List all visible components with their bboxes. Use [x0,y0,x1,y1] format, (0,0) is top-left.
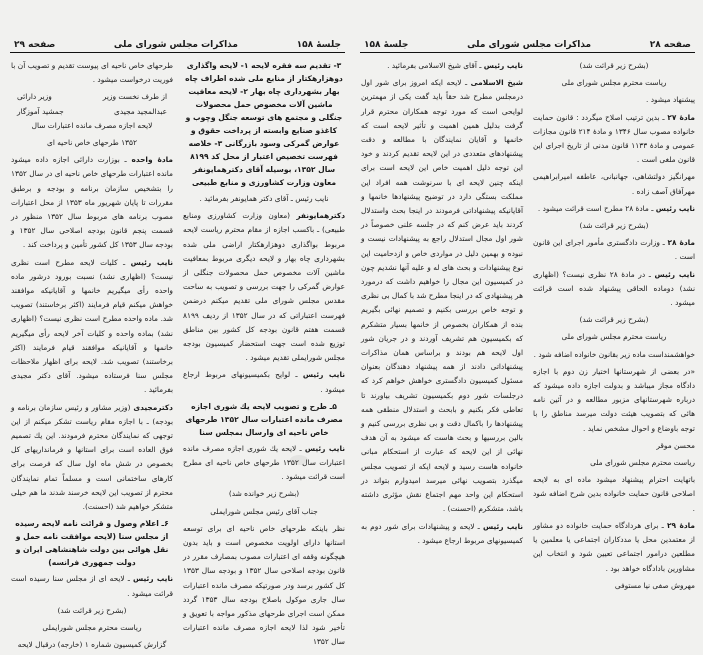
centered-line [533,76,695,90]
paragraph-text: گزارش کمیسیون شماره ۱ (خارجه) درقبال لایحه [17,640,167,650]
column-right [183,59,345,655]
paragraph-text: مهروش صفی نیا مستوفی [614,580,695,590]
paragraph-text: نایب رئیس ـ آقای دکتر همایونفر بفرمائید . [199,194,329,203]
page-28 [360,34,695,594]
speaker-label: نایب رئیس [130,257,173,267]
paragraph-text: ـ لایحه یك شوری اجازه مصرف مانده اعتبارات سال ۱۳۵۲ طرحهای خاص ناحیه ای مطرح است قرائت میشود . [183,443,345,482]
paragraph-text: «در بعضی از شهرستانها اختیار زن دوم با اجازه دادگاه مجاز میباشد و بدولت اجازه داده میشود که درباره شهرستانهای مزبور مطالعه و در آئین نامه هائی که بتصویب هیئت دولت میرسد مناطق را با توجه باوضاع و احوال مشخص نماید . [533,366,695,433]
paragraph-text: ۵ـ طرح و تصویب لایحه یك شوری اجازه مصرف مانده اعتبارات سال ۱۳۵۲ طرحهای خاص ناحیه ای وارسال بمجلس سنا [185,401,343,437]
page-header [360,34,695,53]
journal-title: مذاکرات مجلس شورای ملی [113,40,238,50]
paragraph [183,368,345,396]
paragraph [533,268,695,311]
paragraph-text: (بشرح زیر خوانده شد) [228,489,300,499]
paragraph [533,202,695,216]
speaker-label: دکترهمایونفر [296,211,345,221]
text-columns [360,59,695,596]
speaker-label: دکترمجیدی [133,402,173,412]
centered-line [533,313,695,327]
speaker-label: نایب رئیس [483,61,523,70]
page-header [10,34,345,53]
text-columns [10,59,345,655]
centered-line [11,604,173,618]
paragraph [533,579,695,593]
paragraph [183,522,345,650]
paragraph-text: مهرانگیز دولتشاهی، جهانبانی، عاطفه امیرابراهیمی مهرآفاق آصف زاده . [533,172,695,196]
speaker-label: مادهٔ ۲۷ [667,112,695,122]
section-heading [183,400,345,439]
paragraph-text: پیشنهاد میشود . [646,95,695,105]
paragraph [361,520,523,548]
paragraph-text: (بشرح زیر قرائت شد) [579,315,649,325]
paragraph-text: ـ آقای شیخ الاسلامی بفرمائید . [387,61,482,70]
paragraph [533,170,695,198]
paragraph-text: ـ لایحه ایکه امروز برای شور اول درمجلس مطرح شد حقاً باید گفت یکی از مهمترین لوایحی است که مورد توجه همکاران محترم قرار گرفت بدلیل همین اهمیت و تأثیر لایحه است که خانمها و آقایان نمایندگان با مطالعه و دقت پیشنهادهای متعددی در این لایحه تقدیم کردند و خود این توجه دلیل اهمیت خاص این لایحه است برای اینکه چنین لایحه ای با سرنوشت همه افراد این مملکت بستگی دارد در توضیح پیشنهادها خانمها و آقایانیکه پیشنهاداتی فرمودند در اینجا بحث واستدلال کردند باید عرض کنم که در جلسه علنی خصوصاً در شور اول مجال استدلال راجع به پیشنهادات نیست و نبوده و بهمین دلیل در مواردی خاص و ازدحامیت این نوع پیشنهادات و بحث های له و علیه آنها نشدیم چون در کمیسیون این مجال را خواهیم داشت که درمورد هر پیشنهادی که در اینجا مطرح شد با کمال بی نظری و توجه خاص بررسی بکنیم و تصمیم نهائی بگیریم بنده از همکاران بخصوص از خانمها بسیار متشکرم که بکمیسیون هم تشریف آوردند و در جریان شور اول لایحه هم بودند و براساس همان مذاکرات پیشنهاداتی دادند از همه پیشنهاد دهندگان بعنوان مسئول کمیسیون دادگستری خواهش خواهم کرد که درجلسات شور دوم بکمیسیون تشریف بیاورند تا تعاطی فکر بکنیم و بابحث و استدلال منطقی همه پیشنهادها را باکمال دقت و بی نظری بررسی کنیم و بالین بررسیها و بحث هاست که میشود به آن هدف نهائی از این لایحه که عبارت از استحکام مبانی خانواده هاست رسید و لایحه ایکه از تصویب مجلس میگذرد بتصویب نهائی میرسد امیدوارم بتواند در استحکام این واحد مهم اجتماع نقش مؤثری داشته باشد، متشکرم (احسنت) . [361,78,523,514]
centered-line [533,330,695,344]
paragraph [533,236,695,264]
paragraph-text: ـ وزارت دادگستری مأمور اجرای این قانون است . [533,238,695,262]
paragraph [11,256,173,398]
paragraph [11,59,173,87]
paragraph-text: ـ بوزارت دارائی اجازه داده میشود مانده اعتبارات طرحهای خاص ناحیه ای در سال ۱۳۵۲ را بتشخیص سازمان برنامه و بودجه و برطبق مقررات تا پایان شهریور ماه ۱۳۵۳ از محل اعتبارات مصوب برنامه های مربوط سال ۱۳۵۲ منظور در قسمت پنجم قانون بودجه اصلاحی سال ۱۳۵۲ و بودجه سال ۱۳۵۳ کل کشور تأمین و پرداخت کند . [11,155,174,250]
paragraph-text: ـ کلیات لایحه مطرح است نظری نیست؟ (اظهاری نشد) نسبت بورود درشور ماده واحده رأی میگیریم خانمها و آقایانیکه موافقند خواهش میکنم قیام فرمایند (اکثر برخاستند) تصویب شد. ماده واحده مطرح است نظری نیست؟ (اظهاری نشد) بماده واحده و کلیات آخر لایحه رأی میگیریم خانمها و آقایانیکه موافقند قیام فرمایند (اکثر برخاستند) تصویب شد. لایحه برای اظهار ملاحظات مجلس سنا فرستاده میشود. آقای دکتر مجیدی بفرمائید . [11,257,173,395]
paragraph-text: (وزیر مشاور و رئیس سازمان برنامه و بودجه) ـ با اجازه مقام ریاست تشکر میکنم از این توجهی که نمایندگان محترم فرمودند. این یك تصمیم فوق العاده است برای استانها و فرمانداریهای کل بخصوص در شش ماه اول سال که فرصت برای کارهای ساختمانی است و مسلماً تمام نمایندگان محترم از تصویب این لایحه خرسند شدند ما هم خیلی متشکر خواهیم شد (احسنت). [11,402,173,512]
paragraph-text: نظر باینکه طرحهای خاص ناحیه ای برای توسعه استانها دارای اولویت مخصوص است و باید بدون هیچگونه وقفه ای اعتبارات مصوب بمصارف مقرر در قانون بودجه اصلاحی سال ۱۳۵۲ و بودجه سال ۱۳۵۳ کل کشور برسد ودر صورتیکه مصرف مانده اعتبارات سال جاری موکول باصلاح بودجه سال ۱۳۵۳ گردد ممکن است اجرای طرحهای مذکور مواجه با تعویق و تأخیر شود لذا لایحه اجازه مصرف مانده اعتبارات سال ۱۳۵۲ [183,523,346,647]
paragraph [533,456,695,470]
centered-line [183,192,345,206]
column-left [11,59,173,655]
paragraph [533,519,695,576]
paragraph-text: (بشرح زیر قرائت شد) [579,221,649,231]
paragraph-text: (بشرح زیر قرائت شد) [57,605,127,615]
paragraph [11,153,173,252]
speaker-label: مادهٔ ۲۹ [667,520,695,530]
centered-line [11,136,173,150]
centered-line [11,638,173,652]
page-29 [10,34,346,650]
session-label: جلسهٔ ۱۵۸ [364,40,409,50]
paragraph-text: ۶ـ اعلام وصول و قرائت نامه لایحه رسیده از مجلس سنا (لایحه موافقت نامه حمل و نقل هوائی بین دولت شاهنشاهی ایران و دولت جمهوری فرانسه) [15,519,169,568]
paragraph-text: خواهشمنداست ماده زیر بقانون خانواده اضافه شود . [533,349,695,359]
speaker-label: مادهٔ واحده [131,155,173,165]
centered-line [533,219,695,233]
centered-line [11,119,173,133]
paragraph-text: ـ بدین ترتیب اصلاح میگردد : قانون حمایت خانواده مصوب سال ۱۳۴۶ و مادهٔ ۲۱۴ قانون مجازات عمومی و مادهٔ ۱۱۳۳ قانون مدنی از تاریخ اجرای این قانون ملغی است . [533,112,695,165]
signatory-name: وزیر دارائی [17,92,52,102]
speaker-label: نایب رئیس [133,574,173,584]
paragraph-text: ریاست محترم مجلس شورای ملی [561,78,667,88]
journal-title: مذاکرات مجلس شورای ملی [467,40,592,50]
paragraph-text: ـ لایحه و پیشنهادات برای شور دوم به کمیسیونهای مربوط ارجاع میشود . [361,521,523,545]
centered-line [183,505,345,519]
signature-row [11,90,173,104]
paragraph-text: ۳- تقدیم سه فقره لایحه ۱- لایحه واگذاری دوهزارهکتار از منابع ملی شده اطراف چاه بهار بشهرداری چاه بهار ۲- لایحه معافیت ماشین آلات مخصوص حمل محصولات جنگلی و مجتمع های توسعه جنگل وچوب و کاغذو صنایع وابسته از پرداخت حقوق و عوارض گمرکی وسود بازرگانی ۳- خلاصه فهرست تخصیص اعتبار از محل کد ۸۱۹۹ سال ۱۳۵۲، بوسیله آقای دکترهمایونفر معاون وزارت کشاورزی و منابع طبیعی [185,61,343,187]
speaker-label: نایب رئیس [655,203,695,213]
speaker-label: نایب رئیس [654,269,696,279]
signatory-name: از طرف نخست وزیر [102,92,167,102]
speaker-label: نایب رئیس [304,443,345,453]
centered-line [183,487,345,501]
speaker-label: شیخ الاسلامی [470,78,523,88]
paragraph [533,473,695,516]
paragraph-text: ـ لایحه ای از مجلس سنا رسیده است قرائت میشود . [11,574,173,598]
centered-line [533,59,695,73]
paragraph [11,572,173,600]
paragraph-text: محسن موقر [656,440,695,450]
paragraph-text: جناب آقای رئیس مجلس شورایملی [210,506,318,516]
paragraph [533,348,695,362]
paragraph [533,93,695,107]
paragraph-text: باتهایت احترام پیشنهاد میشود ماده ای به لایحه اصلاحی قانون حمایت خانواده بدین شرح اضافه شود . [533,475,695,513]
paragraph [533,365,695,436]
signatory-name: جمشید آموزگار [17,106,64,116]
paragraph-text: (معاون وزارت کشاورزی ومنابع طبیعی) ـ باکسب اجازه از مقام محترم ریاست لایحه مربوط بواگذاری دوهزارهکتار اراضی ملی شده بشهرداری چاه بهار و لایحه دیگری مربوط بمعافیت ماشین آلات مخصوص حمل محصولات جنگلی از عوارض گمرکی را جهت بررسی و تصویب به ساحت مقدس مجلس شورای ملی تقدیم میکنم درضمن فهرست اعتباراتی که در سال ۱۳۵۲ از ردیف ۸۱۹۹ قسمت هفتم قانون بودجه کل کشور بین مناطق توزیع شده است جهت استحضار کمیسیون بودجه مجلس شورایملی تقدیم میشود . [183,211,345,363]
paragraph [183,442,345,485]
section-heading [11,517,173,569]
section-heading [183,59,345,189]
signatory-name: عبدالمجید مجیدی [114,106,167,116]
page-number: صفحه ۲۹ [14,40,56,50]
paragraph [11,401,173,515]
paragraph-text: ریاست محترم مجلس شورای ملی [590,458,695,468]
paragraph-text: ـ مادهٔ ۲۸ مطرح است قرائت میشود . [537,203,654,213]
paragraph-text: ریاست محترم مجلس شورایملی [42,622,142,632]
paragraph [183,209,345,365]
centered-line [11,621,173,635]
paragraph [533,439,695,453]
column-left [361,59,523,596]
paragraph-text: ریاست محترم مجلس شورای ملی [561,332,667,342]
column-right [533,59,695,596]
page-number: صفحه ۲۸ [649,40,691,50]
signature-row [11,105,173,119]
paragraph-text: ۱۳۵۲ طرحهای خاص ناحیه ای [47,138,137,148]
paragraph-text: طرحهای خاص ناحیه ای پیوست تقدیم و تصویب آن با فوریت درخواست میشود . [11,61,173,85]
speaker-label: نایب رئیس [302,370,345,380]
paragraph-text: (بشرح زیر قرائت شد) [579,61,649,70]
paragraph [361,59,523,73]
paragraph-text: ـ لوایح بکمیسیونهای مربوط ارجاع میشود . [183,370,345,394]
paragraph [361,76,523,516]
speaker-label: مادهٔ ۲۸ [667,238,695,248]
paragraph-text: ـ در مادهٔ ۲۸ نظری نیست؟ (اظهاری نشد) دوماده الحاقی پیشنهاد شده است قرائت میشود . [533,269,695,308]
paragraph [533,111,695,168]
paragraph-text: ـ برای هردادگاه حمایت خانواده دو مشاور از معتمدین محل یا مددکاران اجتماعی یا معلمین یا مطلعین درامور اجتماعی تعیین شود و انتخاب این مشاورین بادادگاه خواهد بود . [533,520,695,573]
paragraph-text: لایحه اجازه مصرف مانده اعتبارات سال [31,120,153,130]
session-label: جلسهٔ ۱۵۸ [296,40,341,50]
speaker-label: نایب رئیس [483,521,524,531]
